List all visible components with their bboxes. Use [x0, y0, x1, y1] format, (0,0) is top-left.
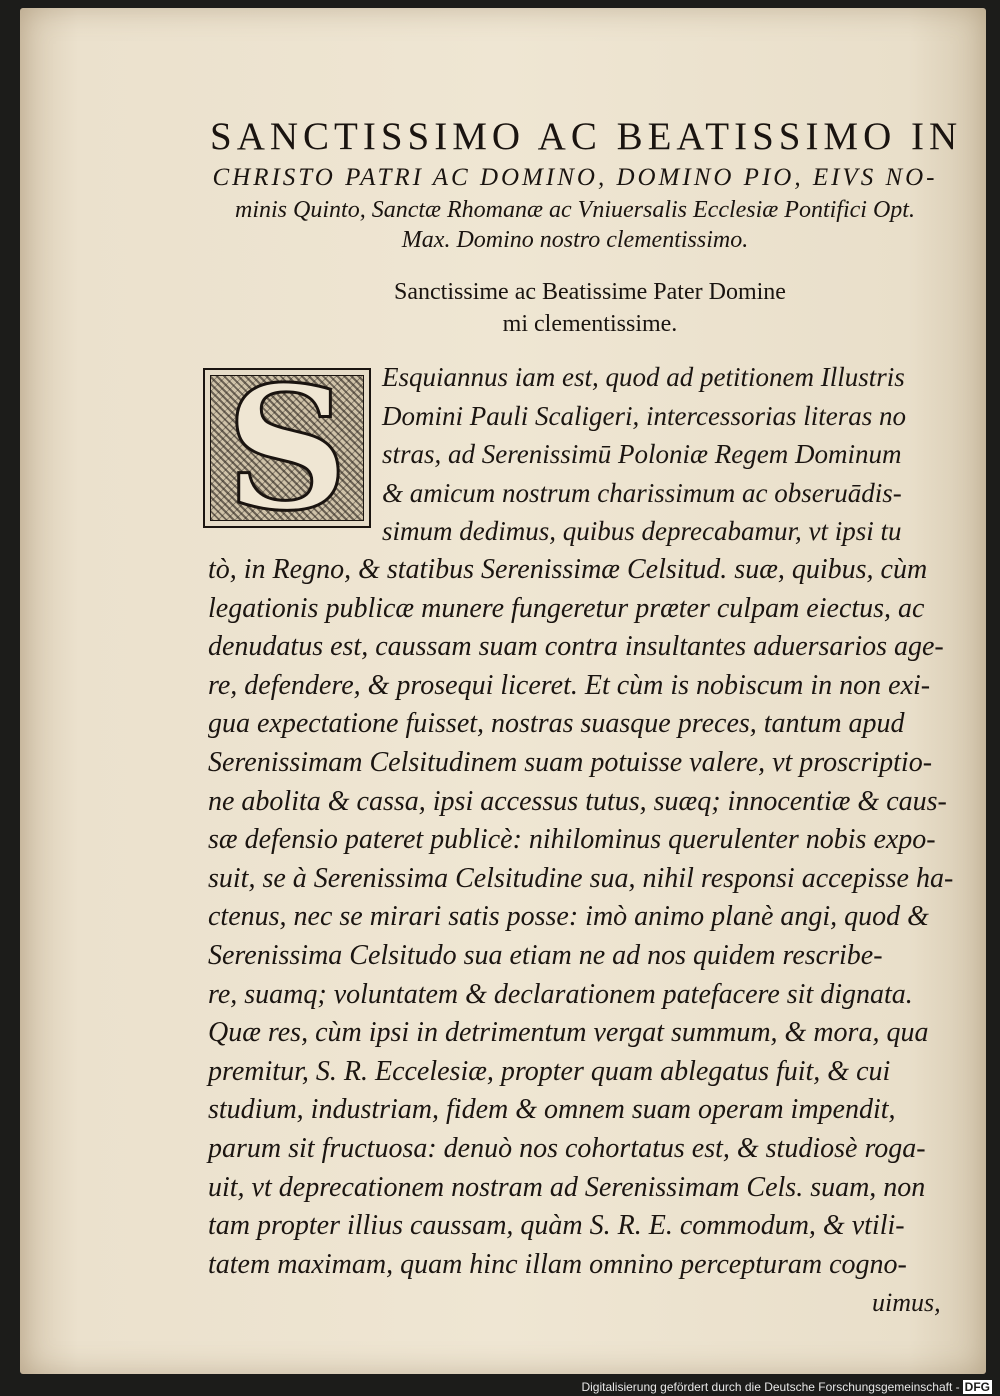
salutation-line-2: mi clementissime. [502, 311, 678, 337]
heading-line-1: SANCTISSIMO AC BEATISSIMO IN [210, 115, 963, 158]
body-line: denudatus est, caussam suam contra insultantes aduersarios age- [208, 631, 944, 663]
salutation-line-1: Sanctissime ac Beatissime Pater Domine [394, 279, 786, 305]
dedication-heading [210, 113, 963, 255]
body-line: ne abolita & cassa, ipsi accessus tutus, suæq; innocentiæ & caus- [208, 785, 947, 817]
body-line: tam propter illius caussam, quàm S. R. E. commodum, & vtili- [208, 1210, 905, 1242]
body-line: legationis publicæ munere fungeretur præter culpam eiectus, ac [208, 592, 925, 624]
heading-line-3: minis Quinto, Sanctæ Rhomanæ ac Vniuersalis Ecclesiæ Pontifici Opt. [235, 197, 915, 223]
initial-letter: S [225, 349, 349, 549]
salutation [340, 276, 840, 340]
body-line: re, defendere, & prosequi liceret. Et cùm is nobiscum in non exi- [208, 669, 931, 701]
body-line: Quæ res, cùm ipsi in detrimentum vergat summum, & mora, qua [208, 1017, 929, 1049]
dfg-logo: DFG [964, 1380, 990, 1394]
heading-line-2: CHRISTO PATRI AC DOMINO, DOMINO PIO, EIVS NO- [212, 164, 938, 191]
digitization-credit [581, 1380, 992, 1394]
body-line: Serenissima Celsitudo sua etiam ne ad nos quidem rescribe- [208, 940, 883, 971]
body-line: Serenissimam Celsitudinem suam potuisse valere, vt proscriptio- [208, 747, 933, 778]
heading-line-4: Max. Domino nostro clementissimo. [401, 227, 749, 253]
body-line: premitur, S. R. Eccelesiæ, propter quam ablegatus fuit, & cui [208, 1055, 891, 1087]
body-line: Esquiannus iam est, quod ad petitionem Illustris [382, 362, 905, 392]
body-line: tò, in Regno, & statibus Serenissimæ Celsitud. suæ, quibus, cùm [208, 554, 928, 585]
body-line: Domini Pauli Scaligeri, intercessorias literas no [382, 400, 906, 431]
body-line: ctenus, nec se mirari satis posse: imò animo planè angi, quod & [208, 901, 929, 933]
body-line: & amicum nostrum charissimum ac obseruādis- [382, 477, 902, 508]
credit-text: Digitalisierung gefördert durch die Deutsche Forschungsgemeinschaft - [581, 1380, 960, 1394]
body-line: stras, ad Serenissimū Poloniæ Regem Dominum [382, 439, 902, 470]
body-line: uit, vt deprecationem nostram ad Serenissimam Cels. suam, non [208, 1171, 926, 1203]
body-line: studium, industriam, fidem & omnem suam operam impendit, [208, 1094, 896, 1126]
decorated-initial [203, 349, 371, 549]
body-line: simum dedimus, quibus deprecabamur, vt ipsi tu [382, 516, 902, 547]
body-line: sæ defensio pateret publicè: nihilominus querulenter nobis expo- [208, 824, 936, 856]
catchword: uimus, [872, 1288, 941, 1318]
body-line: tatem maximam, quam hinc illam omnino percepturam cogno- [208, 1248, 907, 1280]
body-line: suit, se à Serenissima Celsitudine sua, nihil responsi accepisse ha- [208, 862, 954, 894]
body-line: re, suamq; voluntatem & declarationem patefacere sit dignata. [208, 978, 913, 1010]
body-line: parum sit fructuosa: denuò nos cohortatus est, & studiosè roga- [208, 1133, 926, 1164]
body-line: gua expectatione fuisset, nostras suasque preces, tantum apud [208, 708, 905, 740]
